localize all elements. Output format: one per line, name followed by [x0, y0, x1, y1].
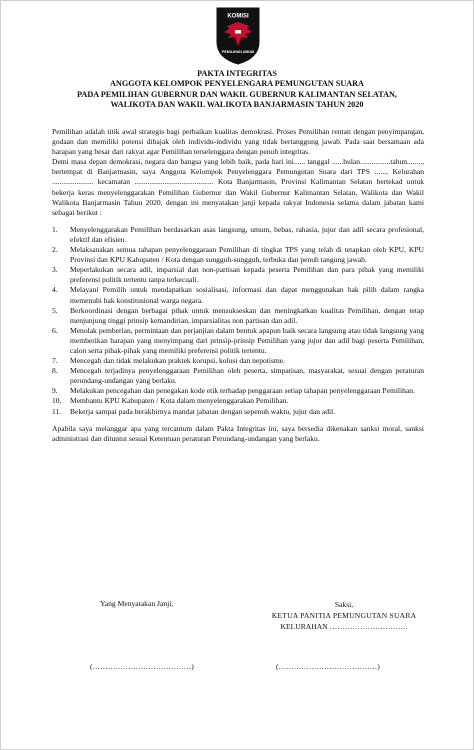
title-line-3: PADA PEMILIHAN GUBERNUR DAN WAKIL GUBERNUR KALIMANTAN SELATAN,: [77, 89, 397, 99]
garuda-shield-icon: [215, 6, 261, 66]
list-item: 10. Membantu KPU Kabupaten / Kota dalam menyelenggarakan Pemilihan.: [52, 396, 289, 406]
title-line-1: PAKTA INTEGRITAS: [197, 69, 277, 78]
kpu-logo: [215, 6, 261, 66]
intro-paragraph-2: Demi masa depan demokrasi, negara dan bangsa yang lebih baik, pada hari ini...... tanggal ......bulan................tahun........, bertempat di Banjarmasin, saya Anggota Kelompok Penyelenggara Pemungutan Suara dari TPS ......, Kelurahan ...................... kecamatan .......................................... Kota Banjarmasin, Provinsi Kalimantan Selatan bertekad untuk bekerja keras menyelenggarakan Pemilihan Gubernur dan Wakil Gubernur Kalimantan Selatan, Walikota dan Wakil Walikota Banjarmasin Tahun 2020, dengan ini menyatakan janji kepada rakyat Indonesia selama dalam jabatan kami sebagai berikut :: [52, 157, 424, 217]
list-item: 11. Bekerja sampai pada berakhirnya mandat jabatan dengan sepenuh waktu, jujur dan adil.: [52, 406, 336, 416]
intro-paragraph-1: Pemilihan adalah titik awal strategis bagi perbaikan kualitas demokrasi. Proses Pemilihan rentan dengan penyimpangan, godaan dan memiliki potensi dibajak oleh individu-individu yang tidak bertanggung jawab. Pada saat bersamaan ada harapan yang besar dari rakyat agar Pemilihan terselenggara dengan penuh integritas.: [52, 127, 424, 157]
list-item: 5. Berkoordinasi dengan berbagai pihak untuk mensukseskan dan meningkatkan kualitas Pemilihan, dengan tetap menjunjung tinggi prinsip kemandirian, imparsialitas non partisan dan adil.: [52, 305, 424, 325]
list-item: 6. Menolak pemberian, permintaan dan perjanjian dalam bentuk apapun baik secara langsung atau tidak langsung yang memberikan harapan yang menyimpang dari prinsip-prinsip Pemilihan yang jujur dan adil bagi peserta Pemilihan, calon serta pihak-pihak yang memiliki preferensi politik tertentu.: [52, 325, 424, 355]
witness-kelurahan: KELURAHAN ………………………….: [280, 622, 408, 631]
commitment-list: [52, 225, 424, 417]
list-item: 8. Mencegah terjadinya penyelenggaraan Pemilihan oleh peserta, simpatisan, masyarakat, sesuai dengan peraturan perundang-undangan yang berlaku.: [52, 366, 424, 386]
logo-top-text: KOMISI: [227, 13, 249, 20]
closing-paragraph: Apabila saya melanggar apa yang tercantum dalam Pakta Integritas ini, saya bersedia dikenakan sanksi moral, sanksi administrasi dan dituntut sesuai Ketentuan peraturan Perundang-undangan yang berlaku.: [52, 423, 424, 443]
list-item: 9. Melakukan pencegahan dan penegakan kode etik terhadap penggaraan setiap tahapan penyelenggaraan Pemilihan.: [52, 386, 415, 396]
witness-block: [244, 599, 444, 632]
witness-signature-line: (…………………………………): [276, 662, 380, 671]
list-item: 4. Melayani Pemilih untuk mendapatkan sosialisasi, informasi dan dapat menggunakan hak pilih dalam rangka memenuhi hak konstitusional warga negara.: [52, 285, 424, 305]
declarant-label: Yang Menyatakan Janji,: [100, 599, 174, 608]
title-line-4: WALIKOTA DAN WAKIL WALIKOTA BANJARMASIN TAHUN 2020: [110, 100, 364, 110]
list-item: 1. Menyelenggarakan Pemilihan berdasarkan asas langsung, umum, bebas, rahasia, jujur dan adil secara profesional, efektif dan efisien.: [52, 224, 424, 244]
logo-bottom-text: PEMILIHAN UMUM: [222, 50, 254, 54]
document-title: [30, 69, 444, 111]
list-item: 2. Melaksanakan semua tahapan penyelenggaraan Pemilihan di tingkat TPS yang telah di tetapkan oleh KPU, KPU Provinsi dan KPU Kabupaten / Kota dengan sungguh-sungguh, terbuka dan penuh tangung jawab.: [52, 245, 424, 265]
document-body: [52, 127, 424, 444]
witness-label: Saksi,: [334, 600, 354, 609]
list-item: 3. Meperlakukan secara adil, imparsial dan non-partisan kepada peserta Pemilihan dan para pihak yang memiliki preferensi politik tertentu tanpa terkecuali.: [52, 265, 424, 285]
declarant-signature-line: (…………………………………): [90, 662, 194, 671]
title-line-2: ANGGOTA KELOMPOK PENYELENGARA PEMUNGUTAN SUARA: [110, 79, 364, 89]
witness-title: KETUA PANITIA PEMUNGUTAN SUARA: [271, 611, 417, 620]
list-item: 7. Mencegah dan tidak melakukan praktek korupsi, kolusi dan nepotisme.: [52, 356, 286, 366]
